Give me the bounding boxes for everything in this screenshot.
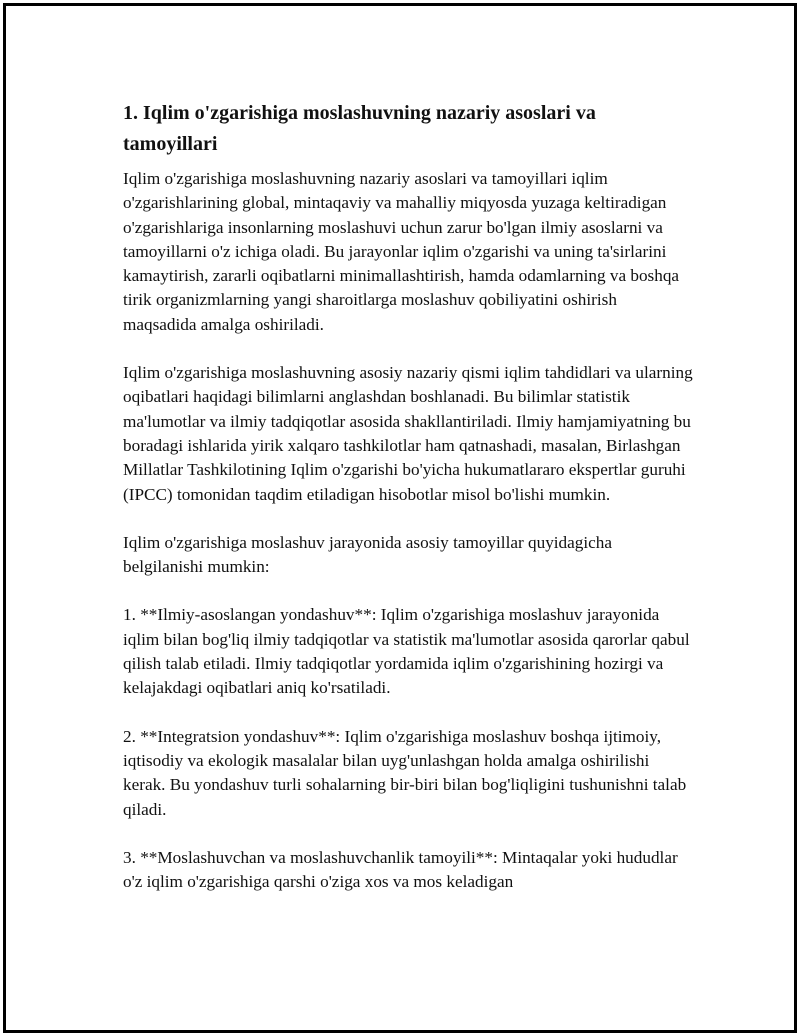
paragraph-intro: Iqlim o'zgarishiga moslashuvning nazariy asoslari va tamoyillari iqlim o'zgarishlarining global, mintaqaviy va mahalliy miqyosda yuzaga keltiradigan o'zgarishlariga insonlarning moslashuvi uchun zarur bo'lgan ilmiy asoslarni va tamoyillarni o'z ichiga oladi. Bu jarayonlar iqlim o'zgarishi va uning ta'sirlarini kamaytirish, zararli oqibatlarni minimallashtirish, hamda odamlarning va boshqa tirik organizmlarning yangi sharoitlarga moslashuv qobiliyatini oshirish maqsadida amalga oshiriladi.: [123, 169, 680, 334]
section-heading: 1. Iqlim o'zgarishiga moslashuvning nazariy asoslari va tamoyillari: [123, 102, 596, 155]
list-item-principle-3: 3. **Moslashuvchan va moslashuvchanlik tamoyili**: Mintaqalar yoki hududlar o'z iqlim o'zgarishiga qarshi o'ziga xos va mos keladigan: [123, 847, 678, 892]
paragraph-theory: Iqlim o'zgarishiga moslashuvning asosiy nazariy qismi iqlim tahdidlari va ularning oqibatlari haqidagi bilimlarni anglashdan boshlanadi. Bu bilimlar statistik ma'lumotlar va ilmiy tadqiqotlar asosida shakllantiriladi. Ilmiy hamjamiyatning bu boradagi ishlarida yirik xalqaro tashkilotlar ham qatnashadi, masalan, Birlashgan Millatlar Tashkilotining Iqlim o'zgarishi bo'yicha hukumatlararo ekspertlar guruhi (IPCC) tomonidan taqdim etiladigan hisobotlar misol bo'lishi mumkin.: [123, 363, 693, 504]
paragraph-principles-intro: Iqlim o'zgarishiga moslashuv jarayonida asosiy tamoyillar quyidagicha belgilanishi mumkin:: [123, 532, 613, 577]
list-item-principle-1: 1. **Ilmiy-asoslangan yondashuv**: Iqlim o'zgarishiga moslashuv jarayonida iqlim bilan bog'liq ilmiy tadqiqotlar va statistik ma'lumotlar asosida qarorlar qabul qilish talab etiladi. Ilmiy tadqiqotlar yordamida iqlim o'zgarishining hozirgi va kelajakdagi oqibatlari aniq ko'rsatiladi.: [123, 605, 690, 698]
document-body: [123, 98, 693, 918]
page-frame: [3, 3, 797, 1033]
list-item-principle-2: 2. **Integratsion yondashuv**: Iqlim o'zgarishiga moslashuv boshqa ijtimoiy, iqtisodiy va ekologik masalalar bilan uyg'unlashgan holda amalga oshirilishi kerak. Bu yondashuv turli sohalarning bir-biri bilan bog'liqligini tushunishni talab qiladi.: [123, 726, 687, 819]
